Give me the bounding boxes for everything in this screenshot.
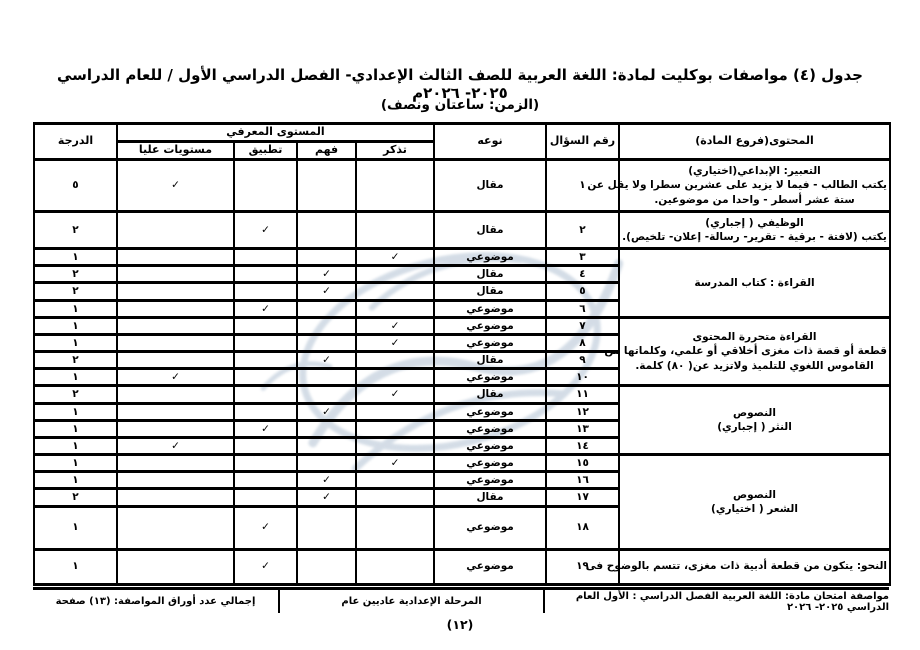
check-cell-comprehension — [297, 455, 356, 472]
score-cell: ١ — [34, 437, 117, 454]
check-cell-application: ✓ — [234, 420, 297, 437]
check-cell-comprehension: ✓ — [297, 266, 356, 283]
question-type-cell: موضوعي — [434, 506, 546, 549]
check-cell-application — [234, 369, 297, 386]
specification-table — [33, 122, 891, 586]
content-cell — [587, 160, 890, 212]
score-cell: ١ — [34, 300, 117, 317]
check-cell-higher-levels — [117, 386, 234, 403]
check-cell-recall — [356, 403, 434, 420]
check-cell-higher-levels: ✓ — [117, 369, 234, 386]
content-cell — [619, 249, 890, 318]
check-cell-recall — [356, 369, 434, 386]
content-line: النصوص — [733, 488, 776, 501]
question-number-cell: ٥ — [546, 283, 619, 300]
question-type-cell: مقال — [434, 160, 546, 212]
question-number-cell: ٩ — [546, 352, 619, 369]
question-number-cell: ٢ — [546, 212, 619, 249]
header-recall: تذكر — [356, 142, 434, 160]
check-cell-recall — [356, 489, 434, 506]
check-cell-comprehension — [297, 334, 356, 351]
content-line: التعبير: الإبداعي(اختياري) — [688, 165, 821, 178]
check-cell-application: ✓ — [234, 549, 297, 584]
question-number-cell: ١٨ — [546, 506, 619, 549]
question-number-cell: ١٧ — [546, 489, 619, 506]
table-header — [34, 124, 890, 160]
content-line: القراءة : كتاب المدرسة — [694, 276, 815, 289]
question-type-cell: مقال — [434, 489, 546, 506]
question-type-cell: موضوعي — [434, 334, 546, 351]
exam-duration-subtitle: (الزمن: ساعتان ونصف) — [380, 97, 540, 113]
check-cell-higher-levels — [117, 283, 234, 300]
check-cell-recall: ✓ — [356, 455, 434, 472]
table-row — [34, 212, 890, 249]
check-cell-comprehension — [297, 249, 356, 266]
check-cell-comprehension — [297, 420, 356, 437]
check-cell-higher-levels — [117, 472, 234, 489]
content-line: يكتب (لافتة - برقية - تقرير- رسالة- إعلان- تلخيص). — [622, 231, 887, 243]
check-cell-application — [234, 283, 297, 300]
check-cell-higher-levels — [117, 352, 234, 369]
score-cell: ١ — [34, 472, 117, 489]
content-line: النصوص — [733, 407, 776, 420]
check-cell-higher-levels — [117, 455, 234, 472]
check-cell-application — [234, 160, 297, 212]
question-type-cell: موضوعي — [434, 420, 546, 437]
question-type-cell: موضوعي — [434, 403, 546, 420]
table-row — [34, 386, 890, 403]
check-cell-recall — [356, 549, 434, 584]
check-cell-recall — [356, 160, 434, 212]
content-cell — [619, 212, 890, 249]
check-cell-higher-levels — [117, 420, 234, 437]
question-type-cell: مقال — [434, 212, 546, 249]
check-cell-recall — [356, 506, 434, 549]
check-cell-recall: ✓ — [356, 386, 434, 403]
content-line: القراءة متحررة المحتوى — [692, 331, 817, 344]
question-type-cell: مقال — [434, 386, 546, 403]
check-cell-comprehension — [297, 386, 356, 403]
question-number-cell: ٣ — [546, 249, 619, 266]
check-cell-application — [234, 334, 297, 351]
check-cell-higher-levels — [117, 212, 234, 249]
content-cell — [604, 317, 890, 386]
question-type-cell: مقال — [434, 283, 546, 300]
check-cell-application — [234, 386, 297, 403]
score-cell: ٢ — [34, 352, 117, 369]
question-number-cell: ١ — [546, 160, 619, 212]
check-cell-higher-levels — [117, 249, 234, 266]
check-cell-recall — [356, 472, 434, 489]
score-cell: ١ — [34, 455, 117, 472]
check-cell-recall — [356, 212, 434, 249]
score-cell: ١ — [34, 506, 117, 549]
check-cell-comprehension — [297, 160, 356, 212]
check-cell-comprehension — [297, 369, 356, 386]
check-cell-higher-levels — [117, 549, 234, 584]
check-cell-comprehension — [297, 549, 356, 584]
content-cell — [619, 455, 890, 550]
table-header-row-1 — [34, 124, 890, 142]
score-cell: ٢ — [34, 283, 117, 300]
header-higher-levels: مستويات عليا — [117, 142, 234, 160]
score-cell: ١ — [34, 249, 117, 266]
page-number: (١٢) — [446, 617, 474, 632]
check-cell-application: ✓ — [234, 212, 297, 249]
check-cell-application — [234, 472, 297, 489]
check-cell-higher-levels — [117, 403, 234, 420]
content-line: قطعة أو قصة ذات مغزى أخلاقي أو علمي، وكلماتها من — [604, 345, 887, 358]
table-row — [34, 549, 890, 584]
check-cell-application — [234, 403, 297, 420]
content-line: يكتب الطالب - فيما لا يزيد على عشرين سطرا ولا يقل عن — [587, 179, 887, 192]
header-cognitive-level: المستوى المعرفي — [117, 124, 434, 142]
check-cell-application — [234, 317, 297, 334]
check-cell-higher-levels — [117, 334, 234, 351]
content-line: ستة عشر أسطر - واحدا من موضوعين. — [654, 193, 855, 206]
header-type: نوعه — [434, 124, 546, 160]
footer-exam-spec-text: مواصفة امتحان مادة: اللغة العربية الفصل الدراسي : الأول العام الدراسي ٢٠٢٥- ٢٠٢٦ — [575, 590, 889, 613]
check-cell-recall — [356, 283, 434, 300]
question-number-cell: ٨ — [546, 334, 619, 351]
header-comprehension: فهم — [297, 142, 356, 160]
check-cell-higher-levels — [117, 300, 234, 317]
table-body — [34, 160, 890, 585]
check-cell-comprehension: ✓ — [297, 283, 356, 300]
check-cell-recall: ✓ — [356, 317, 434, 334]
score-cell: ١ — [34, 420, 117, 437]
check-cell-application — [234, 455, 297, 472]
check-cell-comprehension: ✓ — [297, 352, 356, 369]
question-type-cell: موضوعي — [434, 549, 546, 584]
check-cell-comprehension: ✓ — [297, 489, 356, 506]
content-line: القاموس اللغوي للتلميذ ولاتزيد عن( ٨٠) كلمة. — [635, 359, 874, 372]
question-number-cell: ١٩ — [546, 549, 619, 584]
score-cell: ١ — [34, 317, 117, 334]
header-question-number: رقم السؤال — [546, 124, 619, 160]
header-content: المحتوى(فروع المادة) — [619, 124, 890, 160]
check-cell-comprehension — [297, 437, 356, 454]
question-number-cell: ١٣ — [546, 420, 619, 437]
check-cell-application — [234, 352, 297, 369]
page-title: جدول (٤) مواصفات بوكليت لمادة: اللغة العربية للصف الثالث الإعدادي- الفصل الدراسي الأول / للعام الدراسي ٢٠٢٥- ٢٠٢٦م — [57, 66, 863, 102]
question-type-cell: موضوعي — [434, 369, 546, 386]
question-type-cell: موضوعي — [434, 249, 546, 266]
question-number-cell: ١٥ — [546, 455, 619, 472]
check-cell-application — [234, 249, 297, 266]
content-cell — [619, 386, 890, 455]
check-cell-application: ✓ — [234, 300, 297, 317]
table-row — [34, 249, 890, 266]
content-line: النحو: يتكون من قطعة أدبية ذات مغزى، تتسم بالوضوح فى — [585, 560, 887, 573]
check-cell-application: ✓ — [234, 506, 297, 549]
question-type-cell: موضوعي — [434, 317, 546, 334]
check-cell-application — [234, 489, 297, 506]
table-row — [34, 160, 890, 212]
question-number-cell: ١٠ — [546, 369, 619, 386]
check-cell-recall: ✓ — [356, 334, 434, 351]
check-cell-recall: ✓ — [356, 249, 434, 266]
score-cell: ١ — [34, 334, 117, 351]
question-number-cell: ١٢ — [546, 403, 619, 420]
question-type-cell: مقال — [434, 352, 546, 369]
check-cell-higher-levels — [117, 506, 234, 549]
question-type-cell: مقال — [434, 266, 546, 283]
check-cell-application — [234, 266, 297, 283]
check-cell-higher-levels — [117, 317, 234, 334]
question-type-cell: موضوعي — [434, 300, 546, 317]
score-cell: ١ — [34, 369, 117, 386]
check-cell-comprehension — [297, 300, 356, 317]
question-type-cell: موضوعي — [434, 472, 546, 489]
content-line: النثر ( إجباري) — [717, 421, 792, 434]
check-cell-higher-levels: ✓ — [117, 437, 234, 454]
check-cell-comprehension: ✓ — [297, 472, 356, 489]
footer-stage-text: المرحلة الإعدادية عاديين عام — [280, 590, 545, 613]
check-cell-recall — [356, 420, 434, 437]
footer-total-pages-text: إجمالي عدد أوراق المواصفة: (١٣) صفحة — [33, 590, 280, 613]
check-cell-recall — [356, 352, 434, 369]
content-line: الشعر ( اختياري) — [711, 502, 798, 515]
score-cell: ٢ — [34, 266, 117, 283]
question-number-cell: ٦ — [546, 300, 619, 317]
score-cell: ٢ — [34, 489, 117, 506]
header-score: الدرجة — [34, 124, 117, 160]
header-application: تطبيق — [234, 142, 297, 160]
footer — [33, 590, 889, 613]
question-type-cell: موضوعي — [434, 455, 546, 472]
score-cell: ١ — [34, 549, 117, 584]
score-cell: ٢ — [34, 212, 117, 249]
content-cell — [585, 549, 890, 584]
score-cell: ٥ — [34, 160, 117, 212]
question-number-cell: ١٦ — [546, 472, 619, 489]
content-line: الوظيفي ( إجباري) — [705, 216, 804, 229]
check-cell-higher-levels — [117, 489, 234, 506]
check-cell-comprehension — [297, 317, 356, 334]
question-number-cell: ١٤ — [546, 437, 619, 454]
check-cell-comprehension — [297, 212, 356, 249]
question-number-cell: ٤ — [546, 266, 619, 283]
check-cell-recall — [356, 437, 434, 454]
check-cell-application — [234, 437, 297, 454]
check-cell-comprehension: ✓ — [297, 403, 356, 420]
check-cell-recall — [356, 266, 434, 283]
check-cell-recall — [356, 300, 434, 317]
table-row — [34, 317, 890, 334]
score-cell: ٢ — [34, 386, 117, 403]
check-cell-comprehension — [297, 506, 356, 549]
table-row — [34, 455, 890, 472]
question-number-cell: ٧ — [546, 317, 619, 334]
check-cell-higher-levels — [117, 266, 234, 283]
question-type-cell: موضوعي — [434, 437, 546, 454]
check-cell-higher-levels: ✓ — [117, 160, 234, 212]
question-number-cell: ١١ — [546, 386, 619, 403]
score-cell: ١ — [34, 403, 117, 420]
